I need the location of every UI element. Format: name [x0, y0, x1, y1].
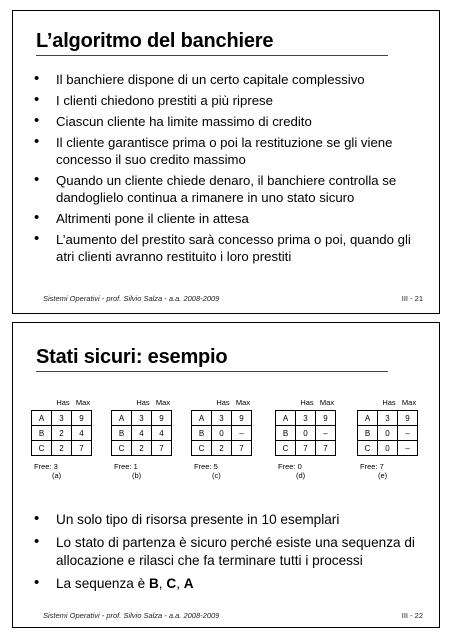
bullet-dot-icon: • — [34, 510, 40, 527]
table-row — [112, 411, 172, 426]
table-cell: – — [398, 426, 418, 441]
bullet-dot-icon: • — [34, 171, 40, 188]
table-cell: B — [112, 426, 132, 441]
sequence-prefix: La sequenza è — [56, 576, 149, 591]
table-cell: 7 — [316, 441, 336, 456]
table-label: (d) — [296, 471, 306, 480]
table-cell: 7 — [232, 441, 252, 456]
bullet-text: Ciascun cliente ha limite massimo di credito — [56, 114, 312, 129]
free-count: Free: 0 — [278, 462, 302, 471]
table-cell: 2 — [52, 441, 72, 456]
sequence-process: C — [166, 576, 177, 591]
slide-title: L’algoritmo del banchiere — [36, 30, 274, 52]
bullet-dot-icon: • — [34, 70, 40, 87]
table-cell: 7 — [152, 441, 172, 456]
bullet-item — [34, 113, 429, 130]
table-cell: A — [112, 411, 132, 426]
free-count: Free: 3 — [34, 462, 58, 471]
col-max: Max — [155, 398, 171, 407]
table-cell: 2 — [52, 426, 72, 441]
table-header — [31, 397, 93, 409]
table-row — [112, 426, 172, 441]
bullet-text: Lo stato di partenza è sicuro perché esiste una sequenza di allocazione e rilasci che fa terminare tutti i processi — [56, 535, 415, 568]
page-number: III - 21 — [401, 294, 423, 303]
table-row — [358, 426, 418, 441]
bullet-text: Il cliente garantisce prima o poi la restituzione se gli viene concesso il suo credito massimo — [56, 135, 393, 167]
table-cell: 7 — [296, 441, 316, 456]
table-cell: A — [32, 411, 52, 426]
bullet-dot-icon: • — [34, 133, 40, 150]
table-row — [192, 411, 252, 426]
table-cell: C — [112, 441, 132, 456]
table-cell: 7 — [72, 441, 92, 456]
table-cell: 0 — [378, 441, 398, 456]
table-row — [276, 411, 336, 426]
table-header — [275, 397, 337, 409]
bullet-item — [34, 134, 429, 168]
table-cell: 3 — [212, 411, 232, 426]
table-label: (b) — [132, 471, 142, 480]
bullet-item — [34, 231, 429, 265]
table-cell: B — [276, 426, 296, 441]
bullet-dot-icon: • — [34, 230, 40, 247]
col-max: Max — [401, 398, 417, 407]
table-cell: C — [358, 441, 378, 456]
bullet-list — [34, 511, 429, 598]
table-cell: A — [276, 411, 296, 426]
table-cell: B — [192, 426, 212, 441]
table-cell: 9 — [152, 411, 172, 426]
table-cell: 3 — [378, 411, 398, 426]
table-row — [192, 426, 252, 441]
table-cell: 3 — [132, 411, 152, 426]
bullet-item: • La sequenza è B, C, A — [34, 574, 194, 591]
table-cell: B — [358, 426, 378, 441]
state-table-1 — [111, 397, 173, 480]
table-header — [357, 397, 419, 409]
bullet-text: Altrimenti pone il cliente in attesa — [56, 211, 249, 226]
table-row — [32, 411, 92, 426]
footer-text: Sistemi Operativi - prof. Silvio Salza - a.a. 2008-2009 — [43, 294, 220, 303]
free-count: Free: 5 — [194, 462, 218, 471]
table-cell: – — [398, 441, 418, 456]
page-number: III - 22 — [401, 611, 423, 620]
table-cell: B — [32, 426, 52, 441]
table-cell: – — [316, 426, 336, 441]
bullet-item — [34, 92, 429, 109]
state-table — [111, 410, 172, 456]
bullet-text: Un solo tipo di risorsa presente in 10 esemplari — [56, 512, 340, 527]
table-cell: 9 — [232, 411, 252, 426]
table-cell: 2 — [132, 441, 152, 456]
table-header — [191, 397, 253, 409]
col-has: Has — [216, 398, 230, 407]
table-cell: 4 — [72, 426, 92, 441]
bullet-item — [34, 172, 429, 206]
table-cell: 0 — [378, 426, 398, 441]
table-row — [276, 441, 336, 456]
slide-footer — [43, 611, 423, 620]
col-max: Max — [235, 398, 251, 407]
bullet-text: Il banchiere dispone di un certo capitale complessivo — [56, 72, 365, 87]
state-table-0 — [31, 397, 93, 480]
slide-21 — [12, 10, 440, 314]
table-row — [32, 426, 92, 441]
table-cell: – — [232, 426, 252, 441]
table-cell: 9 — [316, 411, 336, 426]
state-table-2 — [191, 397, 253, 480]
title-underline — [36, 55, 388, 56]
bullet-item — [34, 534, 429, 570]
bullet-text: L’aumento del prestito sarà concesso prima o poi, quando gli atri clienti avranno restituito i loro prestiti — [56, 232, 411, 264]
table-cell: C — [192, 441, 212, 456]
bullet-item — [34, 71, 429, 88]
state-table — [357, 410, 418, 456]
table-label: (e) — [378, 471, 388, 480]
table-cell: 2 — [212, 441, 232, 456]
bullet-item — [34, 511, 429, 529]
col-max: Max — [75, 398, 91, 407]
table-header — [111, 397, 173, 409]
free-count: Free: 7 — [360, 462, 384, 471]
bullet-dot-icon: • — [34, 112, 40, 129]
table-cell: C — [32, 441, 52, 456]
bullet-list — [34, 71, 429, 269]
table-label: (a) — [52, 471, 62, 480]
slide-22 — [12, 322, 440, 628]
table-row — [358, 411, 418, 426]
bullet-dot-icon: • — [34, 209, 40, 226]
table-row — [112, 441, 172, 456]
slide-title: Stati sicuri: esempio — [36, 346, 228, 368]
table-cell: 3 — [52, 411, 72, 426]
table-cell: 0 — [296, 426, 316, 441]
col-max: Max — [319, 398, 335, 407]
sequence-process: B — [148, 576, 159, 591]
table-cell: C — [276, 441, 296, 456]
free-count: Free: 1 — [114, 462, 138, 471]
table-label: (c) — [212, 471, 221, 480]
bullet-text: Quando un cliente chiede denaro, il banchiere controlla se dandoglielo continua a rimanere in uno stato sicuro — [56, 173, 397, 205]
state-table — [31, 410, 92, 456]
sequence-process: A — [183, 576, 194, 591]
table-cell: 4 — [132, 426, 152, 441]
table-cell: A — [192, 411, 212, 426]
bullet-item — [34, 210, 429, 227]
col-has: Has — [382, 398, 396, 407]
footer-text: Sistemi Operativi - prof. Silvio Salza - a.a. 2008-2009 — [43, 611, 220, 620]
table-cell: 9 — [398, 411, 418, 426]
col-has: Has — [136, 398, 150, 407]
bullet-dot-icon: • — [34, 91, 40, 108]
resource-state-tables — [31, 397, 431, 495]
col-has: Has — [300, 398, 314, 407]
state-table-4 — [357, 397, 419, 480]
table-cell: A — [358, 411, 378, 426]
table-cell: 4 — [152, 426, 172, 441]
bullet-dot-icon: • — [34, 574, 40, 591]
slide-footer — [43, 294, 423, 303]
title-underline — [36, 371, 388, 372]
table-cell: 9 — [72, 411, 92, 426]
state-table — [191, 410, 252, 456]
state-table — [275, 410, 336, 456]
table-cell: 3 — [296, 411, 316, 426]
table-row — [358, 441, 418, 456]
table-row — [32, 441, 92, 456]
table-row — [276, 426, 336, 441]
bullet-text: I clienti chiedono prestiti a più riprese — [56, 93, 273, 108]
bullet-dot-icon: • — [34, 533, 40, 550]
state-table-3 — [275, 397, 337, 480]
table-row — [192, 441, 252, 456]
col-has: Has — [56, 398, 70, 407]
table-cell: 0 — [212, 426, 232, 441]
